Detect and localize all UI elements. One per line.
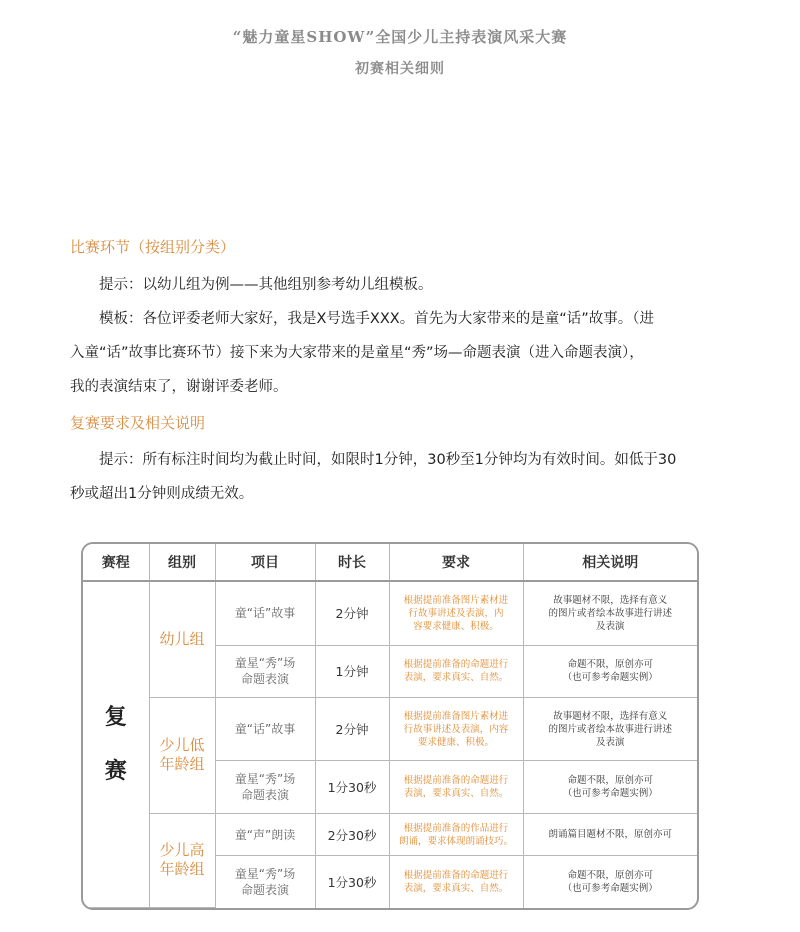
- requirement-text: [394, 869, 519, 895]
- requirement-text: [394, 822, 519, 848]
- template-line-3: 我的表演结束了，谢谢评委老师。: [70, 379, 288, 395]
- requirement-text-line: 要求健康、积极。: [417, 736, 494, 748]
- requirement-cell: [389, 645, 523, 697]
- item-label-line: 童“话”故事: [234, 722, 296, 737]
- note-text: [528, 774, 694, 800]
- note-cell: [523, 581, 697, 645]
- note-text: [528, 594, 694, 633]
- note-cell: [523, 761, 697, 813]
- duration-cell: 1分30秒: [315, 761, 389, 813]
- note-text-line: 及表演: [595, 620, 625, 632]
- note-text-line: 命题不限，原创亦可: [567, 775, 653, 787]
- note-text-line: 及表演: [595, 736, 625, 748]
- table-header-cell: 组别: [149, 544, 215, 581]
- requirement-text: [394, 594, 519, 633]
- group-label-line: 少儿低: [159, 736, 205, 755]
- item-label: [220, 866, 311, 898]
- item-label: [220, 655, 311, 687]
- group-cell: [149, 581, 215, 697]
- item-cell: [215, 761, 315, 813]
- requirement-text-line: 根据提前准备图片素材进: [403, 710, 509, 722]
- requirements-tip-line-1: 提示：所有标注时间均为截止时间，如限时1分钟，30秒至1分钟均为有效时间。如低于30: [99, 452, 677, 468]
- rules-table: [81, 542, 699, 910]
- note-text: [528, 710, 694, 749]
- duration-cell: 2分钟: [315, 581, 389, 645]
- stage-label: [87, 691, 145, 799]
- group-label-line: 年龄组: [159, 860, 205, 879]
- note-text-line: （也可参考命题实例）: [562, 788, 658, 800]
- item-label-line: 命题表演: [240, 672, 289, 687]
- item-label-line: 童“声”朗读: [234, 827, 296, 842]
- requirement-cell: [389, 581, 523, 645]
- requirement-text-line: 根据提前准备图片素材进: [403, 594, 509, 606]
- requirement-text: [394, 710, 519, 749]
- stage-label-line: 赛: [104, 758, 127, 784]
- requirement-cell: [389, 697, 523, 760]
- note-text-line: （也可参考命题实例）: [562, 882, 658, 894]
- requirement-text-line: 行故事讲述及表演，内容: [403, 723, 509, 735]
- duration-cell: 2分钟: [315, 697, 389, 760]
- group-label: [154, 630, 211, 649]
- group-cell: [149, 697, 215, 813]
- page-title: “魅力童星SHOW”全国少儿主持表演风采大赛: [232, 28, 568, 46]
- tip-line: 提示：以幼儿组为例——其他组别参考幼儿组模板。: [99, 277, 433, 293]
- requirement-text-line: 表演，要求真实、自然。: [403, 672, 509, 684]
- item-label: [220, 771, 311, 803]
- requirement-cell: [389, 761, 523, 813]
- table-header-cell: 相关说明: [523, 544, 697, 581]
- template-line-1: 模板：各位评委老师大家好，我是X号选手XXX。首先为大家带来的是童“话”故事。（进: [99, 311, 655, 327]
- item-label-line: 命题表演: [240, 788, 289, 803]
- note-text-line: 命题不限，原创亦可: [567, 659, 653, 671]
- duration-cell: 2分30秒: [315, 813, 389, 856]
- duration-cell: 1分钟: [315, 645, 389, 697]
- note-text-line: 故事题材不限，选择有意义: [553, 710, 668, 722]
- requirement-text-line: 根据提前准备的作品进行: [403, 822, 509, 834]
- item-label-line: 命题表演: [240, 882, 289, 897]
- note-text-line: 朗诵篇目题材不限，原创亦可: [548, 829, 672, 841]
- item-cell: [215, 813, 315, 856]
- requirement-text-line: 根据提前准备的命题进行: [403, 869, 509, 881]
- table-row: [83, 581, 697, 645]
- table-row: [83, 697, 697, 760]
- requirement-cell: [389, 813, 523, 856]
- note-text: [528, 869, 694, 895]
- item-label-line: 童星“秀”场: [234, 772, 296, 787]
- table-header-cell: 项目: [215, 544, 315, 581]
- group-label-line: 幼儿组: [159, 629, 205, 648]
- requirement-text-line: 朗诵，要求体现朗诵技巧。: [398, 835, 513, 847]
- item-cell: [215, 856, 315, 908]
- item-label: [220, 827, 311, 843]
- note-text-line: 故事题材不限，选择有意义: [553, 594, 668, 606]
- requirement-text-line: 表演，要求真实、自然。: [403, 882, 509, 894]
- duration-cell: 1分30秒: [315, 856, 389, 908]
- stage-label-line: 复: [104, 704, 127, 730]
- section-heading-rounds: 比赛环节（按组别分类）: [70, 238, 236, 256]
- note-cell: [523, 856, 697, 908]
- group-label-line: 少儿高: [159, 841, 205, 860]
- table-header-cell: 要求: [389, 544, 523, 581]
- table-header-row: [83, 544, 697, 581]
- requirements-tip-line-2: 秒或超出1分钟则成绩无效。: [70, 486, 254, 502]
- note-text: [528, 828, 694, 841]
- note-text-line: 的图片或者绘本故事进行讲述: [548, 723, 672, 735]
- table-header-cell: 时长: [315, 544, 389, 581]
- requirement-text-line: 根据提前准备的命题进行: [403, 775, 509, 787]
- note-cell: [523, 645, 697, 697]
- group-cell: [149, 813, 215, 907]
- requirement-cell: [389, 856, 523, 908]
- requirement-text-line: 根据提前准备的命题进行: [403, 659, 509, 671]
- item-label: [220, 721, 311, 737]
- group-label: [154, 736, 211, 774]
- note-cell: [523, 813, 697, 856]
- section-heading-requirements: 复赛要求及相关说明: [70, 414, 206, 432]
- requirement-text-line: 表演，要求真实、自然。: [403, 788, 509, 800]
- note-text-line: （也可参考命题实例）: [562, 672, 658, 684]
- item-cell: [215, 581, 315, 645]
- requirement-text: [394, 658, 519, 684]
- note-cell: [523, 697, 697, 760]
- note-text: [528, 658, 694, 684]
- requirement-text: [394, 774, 519, 800]
- page-subtitle: 初赛相关细则: [355, 61, 445, 77]
- item-label-line: 童星“秀”场: [234, 866, 296, 881]
- item-label-line: 童星“秀”场: [234, 656, 296, 671]
- note-text-line: 命题不限，原创亦可: [567, 869, 653, 881]
- group-label-line: 年龄组: [159, 755, 205, 774]
- table-header-cell: 赛程: [83, 544, 149, 581]
- rounds-paragraph: [70, 268, 730, 404]
- requirement-text-line: 行故事讲述及表演，内: [408, 607, 504, 619]
- stage-cell: [83, 581, 149, 908]
- item-cell: [215, 645, 315, 697]
- group-label: [154, 841, 211, 879]
- template-line-2: 入童“话”故事比赛环节）接下来为大家带来的是童星“秀”场—命题表演（进入命题表演），: [70, 345, 644, 361]
- table-row: [83, 813, 697, 856]
- item-cell: [215, 697, 315, 760]
- requirement-text-line: 容要求健康、积极。: [413, 620, 499, 632]
- note-text-line: 的图片或者绘本故事进行讲述: [548, 607, 672, 619]
- item-label-line: 童“话”故事: [234, 606, 296, 621]
- item-label: [220, 605, 311, 621]
- requirements-paragraph: [70, 443, 730, 511]
